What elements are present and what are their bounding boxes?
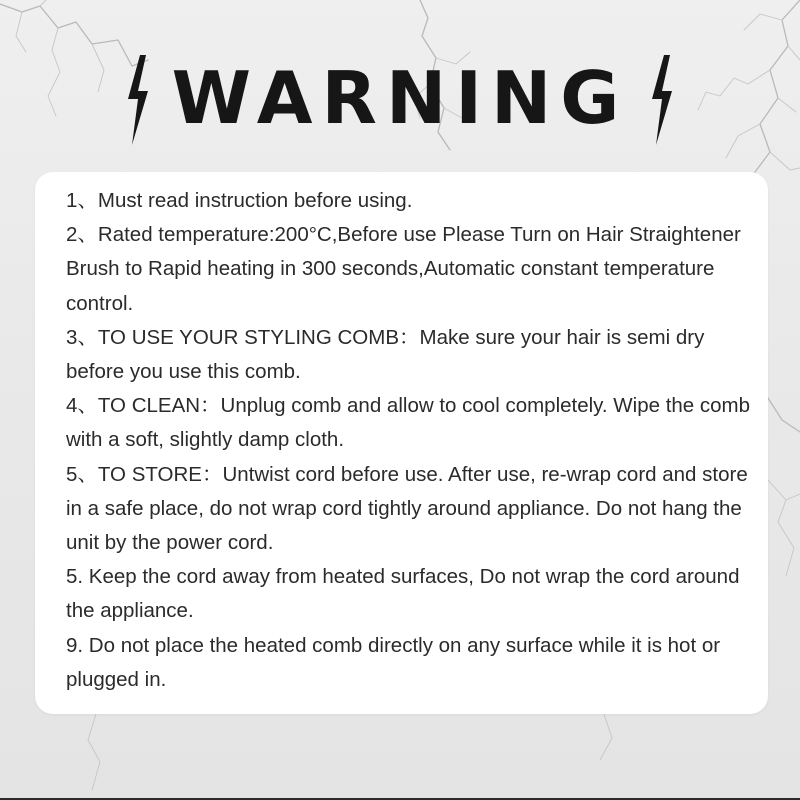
instruction-item-1: 1、Must read instruction before using.: [66, 189, 413, 212]
warning-header: [0, 50, 800, 150]
instruction-item-5: 5、TO STORE：Untwist cord before use. After use, re-wrap cord and store in a safe place, do not wrap cord tightly around appliance. Do not hang the unit by the power cord.: [66, 462, 748, 555]
lightning-bolt-icon: [650, 55, 674, 145]
instruction-item-3: 3、TO USE YOUR STYLING COMB：Make sure your hair is semi dry before you use this comb.: [66, 325, 705, 384]
lightning-bolt-icon: [126, 55, 150, 145]
instruction-item-4: 4、TO CLEAN：Unplug comb and allow to cool completely. Wipe the comb with a soft, slightly damp cloth.: [66, 394, 751, 452]
instructions-card: [35, 172, 768, 714]
instruction-item-7: 9. Do not place the heated comb directly on any surface while it is hot or plugged in.: [66, 633, 721, 691]
page-title: WARNING: [171, 56, 629, 140]
instruction-item-6: 5. Keep the cord away from heated surfaces, Do not wrap the cord around the appliance.: [66, 565, 740, 623]
instructions-list: [66, 184, 756, 697]
instruction-item-2: 2、Rated temperature:200°C,Before use Please Turn on Hair Straightener Brush to Rapid heating in 300 seconds,Automatic constant temperature control.: [66, 223, 741, 315]
